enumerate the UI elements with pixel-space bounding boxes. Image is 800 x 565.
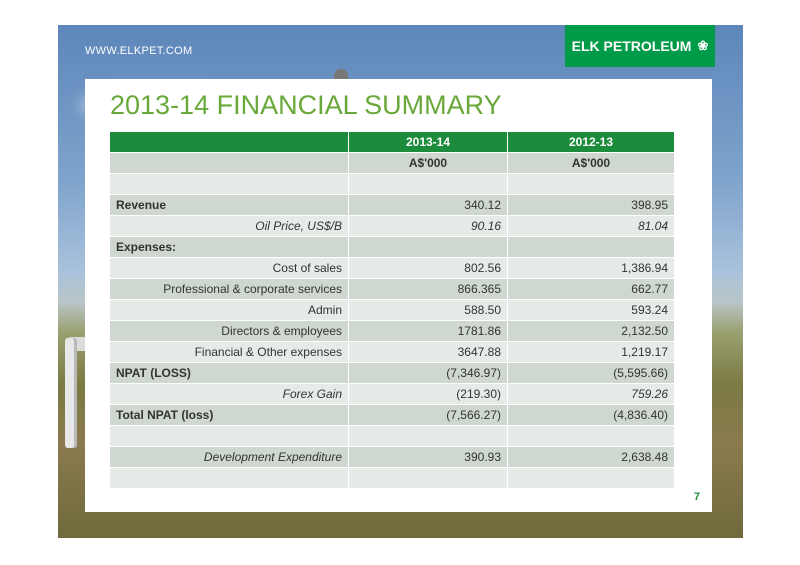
- financial-summary-table: [109, 131, 675, 489]
- row-label: Admin: [110, 300, 349, 321]
- units-row: [110, 153, 675, 174]
- value-2012-13: 593.24: [508, 300, 675, 321]
- table-row: [110, 237, 675, 258]
- row-label: Total NPAT (loss): [110, 405, 349, 426]
- value-2012-13: 662.77: [508, 279, 675, 300]
- table-row: [110, 279, 675, 300]
- table-row: [110, 300, 675, 321]
- value-2012-13: 81.04: [508, 216, 675, 237]
- table-row: [110, 426, 675, 447]
- value-2013-14: 3647.88: [349, 342, 508, 363]
- content-panel: [85, 79, 712, 512]
- row-label: [110, 426, 349, 447]
- row-label: Expenses:: [110, 237, 349, 258]
- value-2013-14: 1781.86: [349, 321, 508, 342]
- value-2013-14: (7,346.97): [349, 363, 508, 384]
- value-2012-13: 1,386.94: [508, 258, 675, 279]
- value-2013-14: [349, 174, 508, 195]
- row-label: Development Expenditure: [110, 447, 349, 468]
- column-header: 2012-13: [508, 132, 675, 153]
- table-row: [110, 342, 675, 363]
- value-2012-13: [508, 426, 675, 447]
- value-2013-14: 90.16: [349, 216, 508, 237]
- value-2013-14: (7,566.27): [349, 405, 508, 426]
- value-2013-14: 588.50: [349, 300, 508, 321]
- table-row: [110, 258, 675, 279]
- table-row: [110, 216, 675, 237]
- value-2013-14: 340.12: [349, 195, 508, 216]
- page-number: 7: [693, 491, 700, 503]
- value-2013-14: [349, 468, 508, 489]
- value-2012-13: [508, 468, 675, 489]
- value-2012-13: 759.26: [508, 384, 675, 405]
- value-2012-13: (4,836.40): [508, 405, 675, 426]
- wellhead-valve: [334, 69, 348, 79]
- row-label: Forex Gain: [110, 384, 349, 405]
- table-row: [110, 405, 675, 426]
- pipe: [65, 338, 77, 448]
- value-2013-14: [349, 237, 508, 258]
- page-title: 2013-14 FINANCIAL SUMMARY: [110, 90, 502, 120]
- header-empty-cell: [110, 132, 349, 153]
- units-cell: A$'000: [349, 153, 508, 174]
- value-2013-14: (219.30): [349, 384, 508, 405]
- elk-icon: ❀: [697, 38, 709, 53]
- value-2012-13: [508, 237, 675, 258]
- logo-text: ELK PETROLEUM: [571, 38, 692, 54]
- slide-background: [58, 25, 743, 538]
- table-row: [110, 468, 675, 489]
- table-row: [110, 174, 675, 195]
- units-cell: A$'000: [508, 153, 675, 174]
- table-row: [110, 321, 675, 342]
- value-2012-13: 1,219.17: [508, 342, 675, 363]
- table-row: [110, 447, 675, 468]
- row-label: [110, 468, 349, 489]
- row-label: [110, 174, 349, 195]
- row-label: NPAT (LOSS): [110, 363, 349, 384]
- row-label: Oil Price, US$/B: [110, 216, 349, 237]
- table-header-row: [110, 132, 675, 153]
- table-row: [110, 195, 675, 216]
- value-2012-13: [508, 174, 675, 195]
- site-url[interactable]: WWW.ELKPET.COM: [85, 45, 193, 57]
- column-header: 2013-14: [349, 132, 508, 153]
- value-2013-14: 866.365: [349, 279, 508, 300]
- value-2012-13: (5,595.66): [508, 363, 675, 384]
- value-2012-13: 2,132.50: [508, 321, 675, 342]
- company-logo: [565, 25, 715, 67]
- row-label: Directors & employees: [110, 321, 349, 342]
- row-label: Revenue: [110, 195, 349, 216]
- table-row: [110, 363, 675, 384]
- value-2013-14: 390.93: [349, 447, 508, 468]
- value-2013-14: 802.56: [349, 258, 508, 279]
- value-2012-13: 398.95: [508, 195, 675, 216]
- row-label: Financial & Other expenses: [110, 342, 349, 363]
- row-label: Cost of sales: [110, 258, 349, 279]
- table-row: [110, 384, 675, 405]
- row-label: Professional & corporate services: [110, 279, 349, 300]
- value-2013-14: [349, 426, 508, 447]
- units-empty-cell: [110, 153, 349, 174]
- value-2012-13: 2,638.48: [508, 447, 675, 468]
